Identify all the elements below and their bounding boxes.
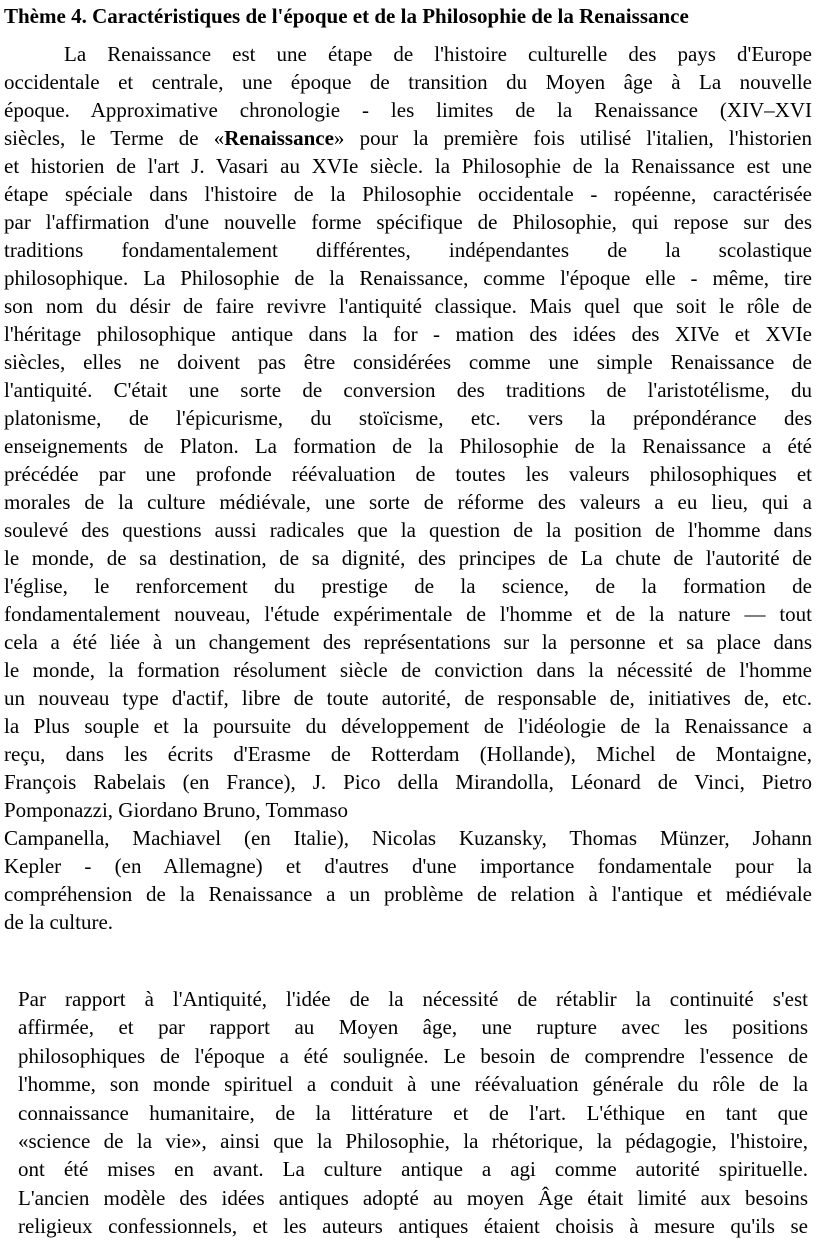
text-line: enseignements de Platon. La formation de la Philosophie de la Renaissance a été [4,434,812,458]
text-line: Pomponazzi, Giordano Bruno, Tommaso [4,798,349,822]
text-line: la Plus souple et la poursuite du développement de l'idéologie de la Renaissance a [4,714,812,738]
text-line: compréhension de la Renaissance a un problème de relation à l'antique et médiévale [4,882,812,906]
text-line: l'église, le renforcement du prestige de la science, de la formation de [4,574,812,598]
text-line: par l'affirmation d'une nouvelle forme spécifique de Philosophie, qui repose sur des [4,210,812,234]
text-line: le monde, la formation résolument siècle de conviction dans la nécessité de l'homme [4,658,812,682]
text-line: Kepler - (en Allemagne) et d'autres d'une importance fondamentale pour la [4,854,812,878]
text-line: Campanella, Machiavel (en Italie), Nicolas Kuzansky, Thomas Münzer, Johann [4,826,812,850]
text-line: cela a été liée à un changement des représentations sur la personne et sa place dans [4,630,812,654]
text-line: l'héritage philosophique antique dans la for - mation des idées des XIVe et XVIe [4,322,812,346]
text-line: philosophiques de l'époque a été soulignée. Le besoin de comprendre l'essence de [18,1043,808,1068]
text-line: L'ancien modèle des idées antiques adopté au moyen Âge était limité aux besoins [18,1185,808,1210]
text-line: platonisme, de l'épicurisme, du stoïcisme, etc. vers la prépondérance des [4,406,812,430]
text-line: époque. Approximative chronologie - les limites de la Renaissance (XIV–XVI [4,98,812,122]
text-line: La Renaissance est une étape de l'histoire culturelle des pays d'Europe [64,42,812,66]
text-line: morales de la culture médiévale, une sorte de réforme des valeurs a eu lieu, qui a [4,490,812,514]
text-line: affirmée, et par rapport au Moyen âge, une rupture avec les positions [18,1015,808,1040]
text-line: son nom du désir de faire revivre l'antiquité classique. Mais quel que soit le rôle de [4,294,812,318]
text-line: Par rapport à l'Antiquité, l'idée de la nécessité de rétablir la continuité s'est [18,987,808,1011]
paragraph-2 [18,985,808,1241]
text-line: reçu, dans les écrits d'Erasme de Rotterdam (Hollande), Michel de Montaigne, [4,742,812,766]
text-line: fondamentalement nouveau, l'étude expérimentale de l'homme et de la nature — tout [4,602,812,626]
text-line: l'antiquité. C'était une sorte de conversion des traditions de l'aristotélisme, du [4,378,812,402]
text-line: siècles, elles ne doivent pas être considérées comme une simple Renaissance de [4,350,812,374]
text-line: religieux confessionnels, et les auteurs antiques étaient choisis à mesure qu'ils se [18,1214,808,1239]
paragraph-1 [4,40,812,936]
text-line: soulevé des questions aussi radicales que la question de la position de l'homme dans [4,518,812,542]
text-line: le monde, de sa destination, de sa dignité, des principes de La chute de l'autorité de [4,546,812,570]
text-line: siècles, le Terme de «Renaissance» pour la première fois utilisé l'italien, l'historien [4,126,812,150]
text-line: traditions fondamentalement différentes, indépendantes de la scolastique [4,238,812,262]
text-line: occidentale et centrale, une époque de transition du Moyen âge à La nouvelle [4,70,812,94]
text-line: un nouveau type d'actif, libre de toute autorité, de responsable de, initiatives de, etc. [4,686,812,710]
document-title: Thème 4. Caractéristiques de l'époque et de la Philosophie de la Renaissance [4,4,689,28]
text-line: connaissance humanitaire, de la littérature et de l'art. L'éthique en tant que [18,1100,808,1125]
text-line: «science de la vie», ainsi que la Philosophie, la rhétorique, la pédagogie, l'histoire, [18,1129,808,1154]
text-line: et historien de l'art J. Vasari au XVIe siècle. la Philosophie de la Renaissance est une [4,154,812,178]
text-line: ont été mises en avant. La culture antique a agi comme autorité spirituelle. [18,1157,808,1182]
text-line: étape spéciale dans l'histoire de la Philosophie occidentale - ropéenne, caractérisée [4,182,812,206]
text-line: l'homme, son monde spirituel a conduit à une réévaluation générale du rôle de la [18,1072,808,1097]
text-line: philosophique. La Philosophie de la Renaissance, comme l'époque elle - même, tire [4,266,812,290]
text-line: de la culture. [4,910,114,934]
text-line: François Rabelais (en France), J. Pico della Mirandolla, Léonard de Vinci, Pietro [4,770,812,794]
text-line: précédée par une profonde réévaluation de toutes les valeurs philosophiques et [4,462,812,486]
